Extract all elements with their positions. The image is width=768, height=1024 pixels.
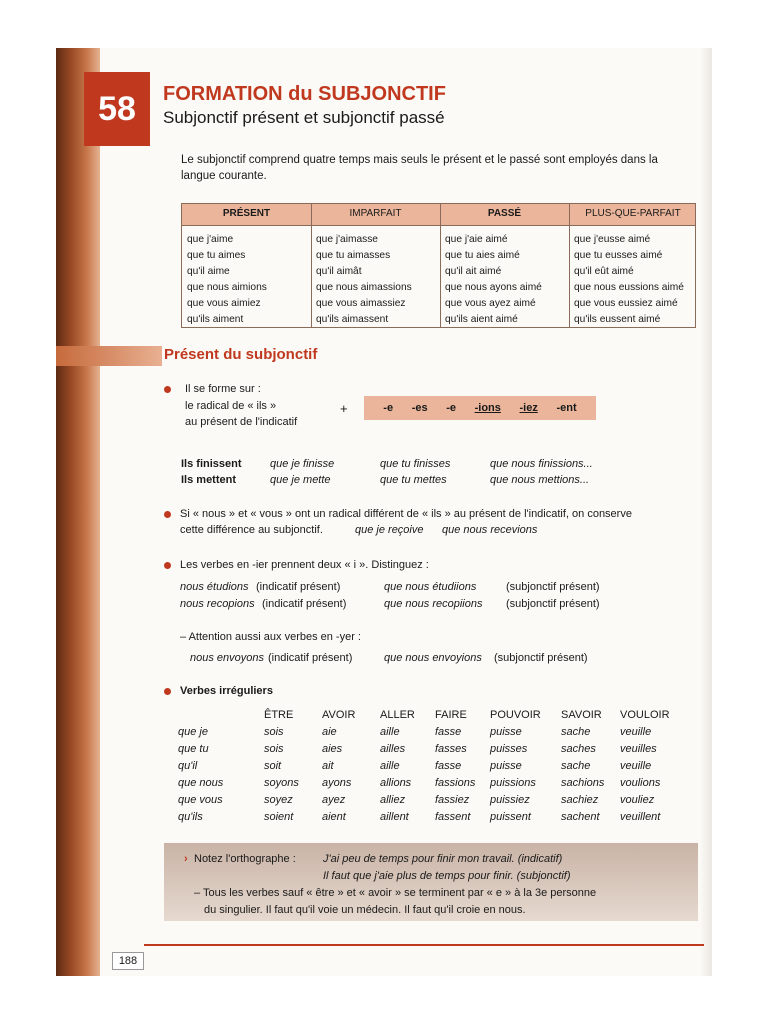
table-cell: qu'ils aient aimé xyxy=(445,314,518,325)
formation-line-2: le radical de « ils » xyxy=(185,400,277,412)
verb-form: ayons xyxy=(322,777,352,789)
table-cell: que vous aimassiez xyxy=(316,298,406,309)
verb-form: sache xyxy=(561,760,591,772)
note-line-4: du singulier. Il faut qu'il voie un médecin. Il faut qu'il croie en nous. xyxy=(204,904,526,916)
rule-yer-line: – Attention aussi aux verbes en -yer : xyxy=(180,631,361,643)
bullet-icon xyxy=(164,688,171,695)
verb-header: FAIRE xyxy=(435,709,467,721)
table-cell: que nous aimions xyxy=(187,282,267,293)
verb-form: saches xyxy=(561,743,596,755)
note-arrow-icon: › xyxy=(184,853,188,865)
header-imparfait: IMPARFAIT xyxy=(349,208,402,219)
table-cell: qu'il aime xyxy=(187,266,230,277)
example-form: nous étudions xyxy=(180,581,249,593)
table-cell: qu'ils aimassent xyxy=(316,314,389,325)
table-cell: que j'aimasse xyxy=(316,234,378,245)
verb-form: alliez xyxy=(380,794,406,806)
pronoun: que vous xyxy=(178,794,223,806)
verb-form: aille xyxy=(380,726,400,738)
table-cell: que tu aimes xyxy=(187,250,246,261)
verb-form: ailles xyxy=(380,743,406,755)
verb-form: sachiez xyxy=(561,794,599,806)
note-label: Notez l'orthographe : xyxy=(194,853,296,865)
table-cell: que j'aime xyxy=(187,234,234,245)
rule-ier-line-1: Les verbes en -ier prennent deux « i ». Distinguez : xyxy=(180,559,429,571)
example-form: que nous recopiions xyxy=(384,598,483,610)
verb-form: fassiez xyxy=(435,794,470,806)
irregular-title: Verbes irréguliers xyxy=(180,685,273,697)
table-cell: que j'aie aimé xyxy=(445,234,508,245)
verb-form: veuille xyxy=(620,760,652,772)
verb-form: puissions xyxy=(490,777,536,789)
verb-form: ait xyxy=(322,760,334,772)
verb-form: fasse xyxy=(435,760,462,772)
table-cell: que nous aimassions xyxy=(316,282,412,293)
verb-form: sois xyxy=(264,743,284,755)
verb-form: allions xyxy=(380,777,412,789)
verb-header: POUVOIR xyxy=(490,709,541,721)
bullet-icon xyxy=(164,562,171,569)
header-passe: PASSÉ xyxy=(487,208,522,219)
formation-line-3: au présent de l'indicatif xyxy=(185,416,298,428)
verb-form: puisse xyxy=(490,726,522,738)
column-divider xyxy=(569,204,570,327)
verb-form: aillent xyxy=(380,811,409,823)
example-verb: Ils finissent xyxy=(181,458,242,470)
section-marker-bar xyxy=(56,346,162,366)
example-gloss: (subjonctif présent) xyxy=(506,598,600,610)
example-form: que nous étudiions xyxy=(384,581,477,593)
table-cell: qu'il eût aimé xyxy=(574,266,634,277)
example-form: que je finisse xyxy=(270,458,335,470)
verb-form: ayez xyxy=(322,794,346,806)
verb-form: puisse xyxy=(490,760,522,772)
verb-form: soyez xyxy=(264,794,293,806)
intro-line-1: Le subjonctif comprend quatre temps mais seuls le présent et le passé sont employés dans la xyxy=(181,154,658,166)
verb-header: SAVOIR xyxy=(561,709,602,721)
note-line-2: Il faut que j'aie plus de temps pour finir. (subjonctif) xyxy=(323,870,571,882)
example-form: que tu mettes xyxy=(380,474,447,486)
header-present: PRÉSENT xyxy=(222,208,271,219)
chapter-subtitle: Subjonctif présent et subjonctif passé xyxy=(163,108,445,127)
verb-form: veuilles xyxy=(620,743,657,755)
verb-form: puisses xyxy=(490,743,528,755)
section-title: Présent du subjonctif xyxy=(164,346,318,363)
ending: -e xyxy=(446,402,456,414)
column-divider xyxy=(311,204,312,327)
example-form: que nous mettions... xyxy=(490,474,590,486)
verb-form: fassent xyxy=(435,811,471,823)
example-gloss: (indicatif présent) xyxy=(256,581,341,593)
verb-form: veuillent xyxy=(620,811,661,823)
verb-form: sache xyxy=(561,726,591,738)
verb-form: soient xyxy=(264,811,294,823)
example-gloss: (indicatif présent) xyxy=(262,598,347,610)
conjugation-table xyxy=(181,203,696,328)
verb-form: aient xyxy=(322,811,346,823)
table-cell: que j'eusse aimé xyxy=(574,234,651,245)
pronoun: qu'ils xyxy=(178,811,203,823)
ending: -ions xyxy=(474,402,501,414)
verb-form: sachent xyxy=(561,811,600,823)
table-cell: que vous aimiez xyxy=(187,298,261,309)
example-gloss: (indicatif présent) xyxy=(268,652,353,664)
verb-form: voulions xyxy=(620,777,661,789)
example-form: que je mette xyxy=(270,474,331,486)
bullet-icon xyxy=(164,511,171,518)
intro-line-2: langue courante. xyxy=(181,170,267,182)
verb-header: AVOIR xyxy=(322,709,356,721)
table-cell: que tu aimasses xyxy=(316,250,391,261)
example-form: nous recopions xyxy=(180,598,255,610)
rule-nous-vous-line-2: cette différence au subjonctif. xyxy=(180,524,323,536)
note-line-3: – Tous les verbes sauf « être » et « avoir » se terminent par « e » à la 3e personne xyxy=(194,887,597,899)
table-cell: que nous ayons aimé xyxy=(445,282,542,293)
verb-header: ÊTRE xyxy=(264,709,294,721)
example-form: que nous recevions xyxy=(442,524,538,536)
table-cell: qu'il aimât xyxy=(316,266,362,277)
example-gloss: (subjonctif présent) xyxy=(494,652,588,664)
column-divider xyxy=(440,204,441,327)
example-verb: Ils mettent xyxy=(181,474,237,486)
ending: -iez xyxy=(519,402,538,414)
verb-header: ALLER xyxy=(380,709,415,721)
ending: -e xyxy=(383,402,394,414)
verb-form: aies xyxy=(322,743,343,755)
example-form: que nous finissions... xyxy=(490,458,593,470)
table-cell: que vous eussiez aimé xyxy=(574,298,678,309)
table-cell: qu'ils eussent aimé xyxy=(574,314,661,325)
verb-form: aie xyxy=(322,726,337,738)
page-gutter-shadow xyxy=(700,48,712,976)
ending: -ent xyxy=(556,402,577,414)
example-form: que nous envoyions xyxy=(384,652,482,664)
footer-rule xyxy=(144,944,704,946)
pronoun: que tu xyxy=(178,743,209,755)
header-plus-que-parfait: PLUS-QUE-PARFAIT xyxy=(585,208,681,219)
verb-form: soyons xyxy=(264,777,299,789)
page-edge-band xyxy=(56,48,100,976)
table-cell: que nous eussions aimé xyxy=(574,282,684,293)
table-cell: que tu eusses aimé xyxy=(574,250,663,261)
example-form: que tu finisses xyxy=(380,458,451,470)
verb-form: soit xyxy=(264,760,282,772)
example-form: nous envoyons xyxy=(190,652,264,664)
table-cell: que vous ayez aimé xyxy=(445,298,536,309)
example-gloss: (subjonctif présent) xyxy=(506,581,600,593)
table-cell: qu'il ait aimé xyxy=(445,266,502,277)
note-line-1: J'ai peu de temps pour finir mon travail. (indicatif) xyxy=(323,853,563,865)
verb-form: sois xyxy=(264,726,284,738)
table-cell: qu'ils aiment xyxy=(187,314,244,325)
endings-box xyxy=(364,396,596,420)
verb-form: fasses xyxy=(435,743,467,755)
verb-form: aille xyxy=(380,760,400,772)
chapter-title: FORMATION du SUBJONCTIF xyxy=(163,83,446,105)
verb-form: veuille xyxy=(620,726,652,738)
verb-form: fassions xyxy=(435,777,476,789)
verb-form: vouliez xyxy=(620,794,655,806)
verb-form: sachions xyxy=(561,777,605,789)
verb-form: puissiez xyxy=(490,794,530,806)
plus-sign: + xyxy=(340,401,348,416)
verb-form: puissent xyxy=(490,811,531,823)
formation-line-1: Il se forme sur : xyxy=(185,383,261,395)
pronoun: qu'il xyxy=(178,760,198,772)
pronoun: que nous xyxy=(178,777,224,789)
table-cell: que tu aies aimé xyxy=(445,250,520,261)
ending: -es xyxy=(411,402,428,414)
chapter-number: 58 xyxy=(84,72,150,146)
verb-header: VOULOIR xyxy=(620,709,670,721)
example-form: que je reçoive xyxy=(355,524,424,536)
verb-form: fasse xyxy=(435,726,462,738)
pronoun: que je xyxy=(178,726,208,738)
rule-nous-vous-line-1: Si « nous » et « vous » ont un radical différent de « ils » au présent de l'indicatif, on conserve xyxy=(180,508,632,520)
bullet-icon xyxy=(164,386,171,393)
page-number: 188 xyxy=(112,952,144,970)
